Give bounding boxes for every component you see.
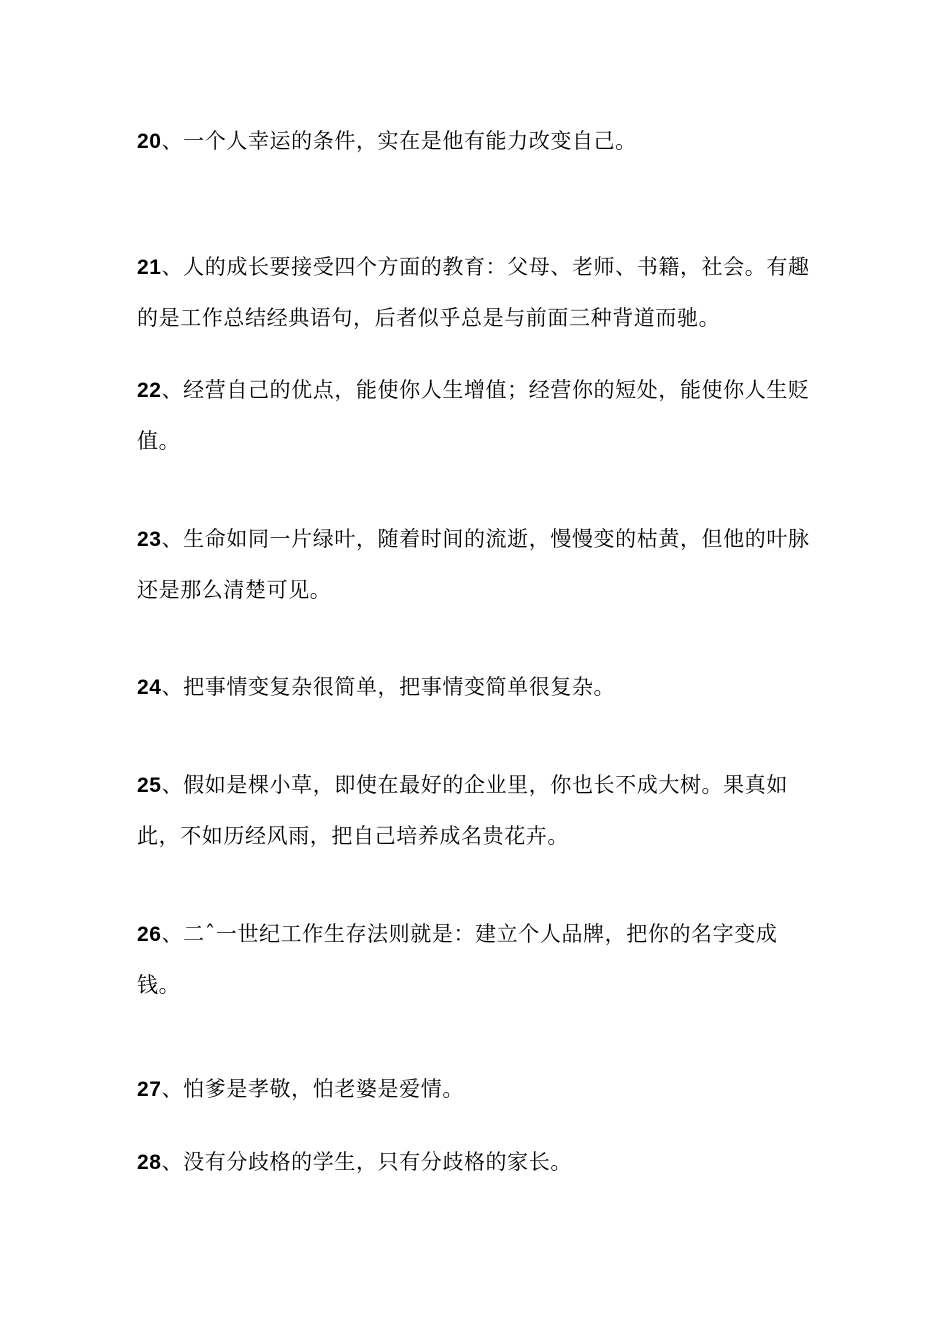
list-item xyxy=(137,116,817,167)
item-text: 、把事情变复杂很简单，把事情变简单很复杂。 xyxy=(161,675,616,699)
item-number: 26 xyxy=(137,923,162,946)
item-text: 、二ˆ一世纪工作生存法则就是：建立个人品牌，把你的名字变成钱。 xyxy=(137,922,778,997)
item-number: 24 xyxy=(137,676,162,699)
item-number: 20 xyxy=(137,130,162,153)
item-text: 、一个人幸运的条件，实在是他有能力改变自己。 xyxy=(161,129,637,153)
item-text: 、没有分歧格的学生，只有分歧格的家长。 xyxy=(161,1150,572,1174)
list-item xyxy=(137,662,817,713)
item-number: 27 xyxy=(137,1078,162,1101)
item-text: 、怕爹是孝敬，怕老婆是爱情。 xyxy=(161,1077,464,1101)
item-text: 、假如是棵小草，即使在最好的企业里，你也长不成大树。果真如此，不如历经风雨，把自己培养成名贵花卉。 xyxy=(137,773,788,848)
list-item xyxy=(137,909,817,1010)
list-item xyxy=(137,365,817,466)
item-number: 28 xyxy=(137,1151,162,1174)
item-text: 、人的成长要接受四个方面的教育：父母、老师、书籍，社会。有趣的是工作总结经典语句，后者似乎总是与前面三种背道而驰。 xyxy=(137,255,810,330)
list-item xyxy=(137,1137,817,1188)
item-number: 23 xyxy=(137,528,162,551)
list-item xyxy=(137,242,817,343)
item-number: 22 xyxy=(137,379,162,402)
list-item xyxy=(137,514,817,615)
item-number: 25 xyxy=(137,774,162,797)
list-item xyxy=(137,1064,817,1115)
item-text: 、经营自己的优点，能使你人生增值；经营你的短处，能使你人生贬值。 xyxy=(137,378,810,453)
item-text: 、生命如同一片绿叶，随着时间的流逝，慢慢变的枯黄，但他的叶脉还是那么清楚可见。 xyxy=(137,527,810,602)
list-item xyxy=(137,760,817,861)
item-number: 21 xyxy=(137,256,162,279)
